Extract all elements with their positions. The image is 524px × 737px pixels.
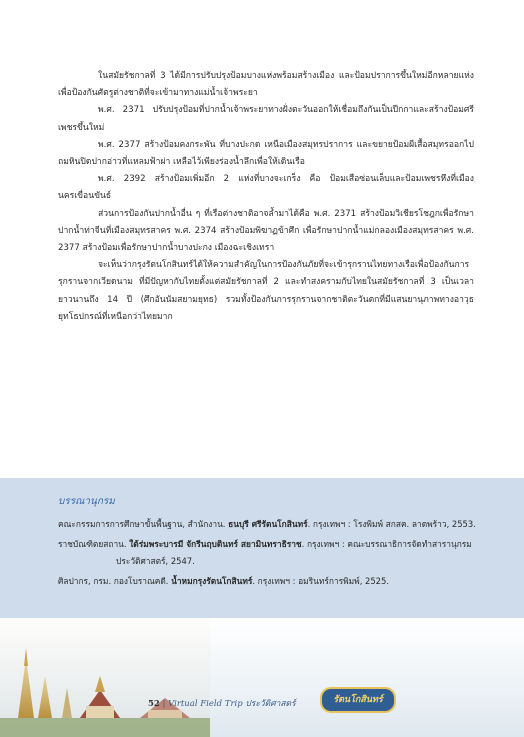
temple-illustration (0, 618, 210, 737)
main-text (58, 68, 474, 326)
bibliography-section (0, 478, 524, 618)
separator: | (162, 699, 166, 709)
series-logo: รัตนโกสินทร์ (320, 687, 396, 713)
bibliography-title: บรรณานุกรม (58, 496, 115, 507)
paragraph: ในสมัยรัชกาลที่ 3 ได้มีการปรับปรุงป้อมบางแห่งพร้อมสร้างเมือง และป้อมปราการขึ้นใหม่อีกหลายแห่ง เพื่อป้องกันศัตรูต่างชาติที่จะเข้ามาทางแม่น้ำเจ้าพระยา (58, 71, 474, 99)
paragraph: พ.ศ. 2377 สร้างป้อมคงกระพัน ที่บางปะกด เหนือเมืองสมุทรปราการ และขยายป้อมผีเสื้อสมุทรออกไป ถมหินปิดปากอ่าวที่แหลมฟ้าผ่า เหลือไว้เพียงร่องน้ำลึกเพื่อให้เดินเรือ (58, 139, 474, 168)
reference-list (58, 516, 478, 593)
reference-item: ราชบัณฑิตยสถาน. ใต้ร่มพระบารมี จักรีนฤบดินทร์ สยามินทราธิราช. กรุงเทพฯ : คณะบรรณาธิการจัดทำสารานุกรมประวัติศาสตร์, 2547. (58, 539, 472, 566)
paragraph: พ.ศ. 2392 สร้างป้อมเพิ่มอีก 2 แห่งที่บางจะเกร็ง คือ ป้อมเสือซ่อนเล็บและป้อมเพชรหึงที่เมืองนครเขื่อนขันธ์ (58, 174, 474, 202)
reference-item: ศิลปากร, กรม. กองโบราณคดี. น้ำหมกรุงรัตนโกสินทร์. กรุงเทพฯ : อมรินทร์การพิมพ์, 2525. (58, 576, 390, 586)
paragraph: จะเห็นว่ากรุงรัตนโกสินทร์ได้ให้ความสำคัญในการป้องกันภัยที่จะเข้ารุกรานไทยทางเรือเพื่อป้องกันการรุกรานจากเวียดนาม ที่มีปัญหากับไทยตั้งแต่สมัยรัชกาลที่ 2 และทำสงครามกับไทยในสมัยรัชกาลที่ 3 เป็นเวลายาวนานถึง 14 ปี (ศึกอันนัมสยามยุทธ) รวมทั้งป้องกันการรุกรานจากชาติตะวันตกที่มีแสนยานุภาพทางอาวุธยุทโธปกรณ์ที่เหนือกว่าไทยมาก (58, 260, 474, 322)
page-footer-line (148, 696, 296, 710)
series-title: Virtual Field Trip ประวัติศาสตร์ (168, 699, 296, 709)
page-footer (0, 618, 524, 737)
page-number: 52 (148, 699, 160, 709)
paragraph: พ.ศ. 2371 ปรับปรุงป้อมที่ปากน้ำเจ้าพระยาทางฝั่งตะวันออกให้เชื่อมถึงกันเป็นปีกกาและสร้างป้อมศรีเพชรขึ้นใหม่ (58, 105, 474, 133)
paragraph: ส่วนการป้องกันปากน้ำอื่น ๆ ที่เรือต่างชาติอาจล้ำมาได้คือ พ.ศ. 2371 สร้างป้อมวิเชียรโชฎกเพื่อรักษาปากน้ำท่าจีนที่เมืองสมุทรสาคร พ.ศ. 2374 สร้างป้อมพิฆาฏข้าศึก เพื่อรักษาปากน้ำแม่กลองเมืองสมุทรสาคร พ.ศ. 2377 สร้างป้อมเพื่อรักษาปากน้ำบางปะกง เมืองฉะเชิงเทรา (58, 208, 474, 254)
reference-item: คณะกรรมการการศึกษาขั้นพื้นฐาน, สำนักงาน. ธนบุรี ศรีรัตนโกสินทร์. กรุงเทพฯ : โรงพิมพ์ สกสค. ลาดพร้าว, 2553. (58, 519, 476, 529)
